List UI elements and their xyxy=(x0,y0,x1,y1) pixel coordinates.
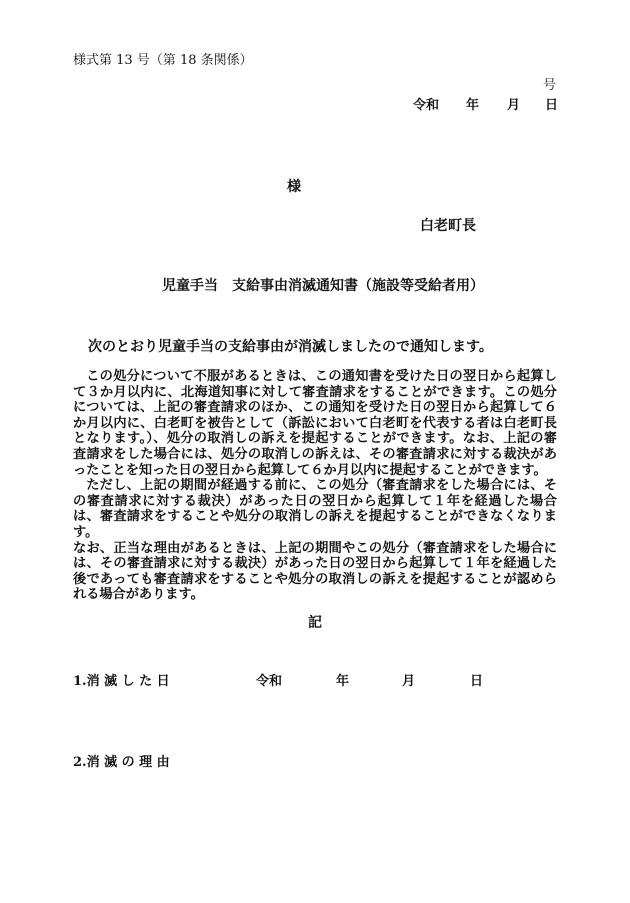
issuer-name: 白老町長 xyxy=(420,218,476,234)
issue-date-year-unit: 年 xyxy=(466,98,480,113)
appeal-notice-paragraph-1: この処分について不服があるときは、この通知書を受けた日の翌日から起算して３か月以内に、北海道知事に対して審査請求をすることができます。この処分については、上記の審査請求のほか、この通知を受けた日の翌日から起算して６か月以内に、白老町を被告として（訴訟において白老町を代表する者は白老町長となります。）、処分の取消しの訴えを提起することができます。なお、上記の審査請求をした場合には、処分の取消しの訴えは、その審査請求に対する裁決があったことを知った日の翌日から起算して６か月以内に提起することができます。 xyxy=(73,369,557,478)
form-number: 様式第 13 号（第 18 条関係） xyxy=(73,53,253,68)
item-extinction-date-month-unit: 月 xyxy=(402,674,416,689)
addressee-honorific: 様 xyxy=(287,179,301,195)
item-extinction-date-year-unit: 年 xyxy=(336,674,350,689)
issue-date-era: 令和 xyxy=(413,98,440,113)
item-extinction-reason-label: 2.消 滅 の 理 由 xyxy=(73,755,170,770)
appeal-notice-paragraph-2: ただし、上記の期間が経過する前に、この処分（審査請求をした場合には、その審査請求に対する裁決）があった日の翌日から起算して１年を経過した場合は、審査請求をすることや処分の取消しの訴えを提起することができなくなります。 xyxy=(73,478,557,540)
issue-date-month-unit: 月 xyxy=(507,98,521,113)
document-title: 児童手当 支給事由消滅通知書（施設等受給者用） xyxy=(162,278,484,294)
issue-date-day-unit: 日 xyxy=(545,98,559,113)
item-extinction-date-label: 1.消 滅 し た 日 xyxy=(73,674,170,689)
intro-text: 次のとおり児童手当の支給事由が消滅しましたので通知します。 xyxy=(88,339,493,355)
ki-heading: 記 xyxy=(308,615,322,631)
item-extinction-date-era: 令和 xyxy=(256,674,283,689)
appeal-notice xyxy=(73,369,557,603)
item-extinction-date-day-unit: 日 xyxy=(470,674,484,689)
document-number-suffix: 号 xyxy=(542,78,556,93)
appeal-notice-paragraph-3: なお、正当な理由があるときは、上記の期間やこの処分（審査請求をした場合には、その審査請求に対する裁決）があった日の翌日から起算して１年を経過した後であっても審査請求をすることや処分の取消しの訴えを提起することが認められる場合があります。 xyxy=(73,540,557,603)
